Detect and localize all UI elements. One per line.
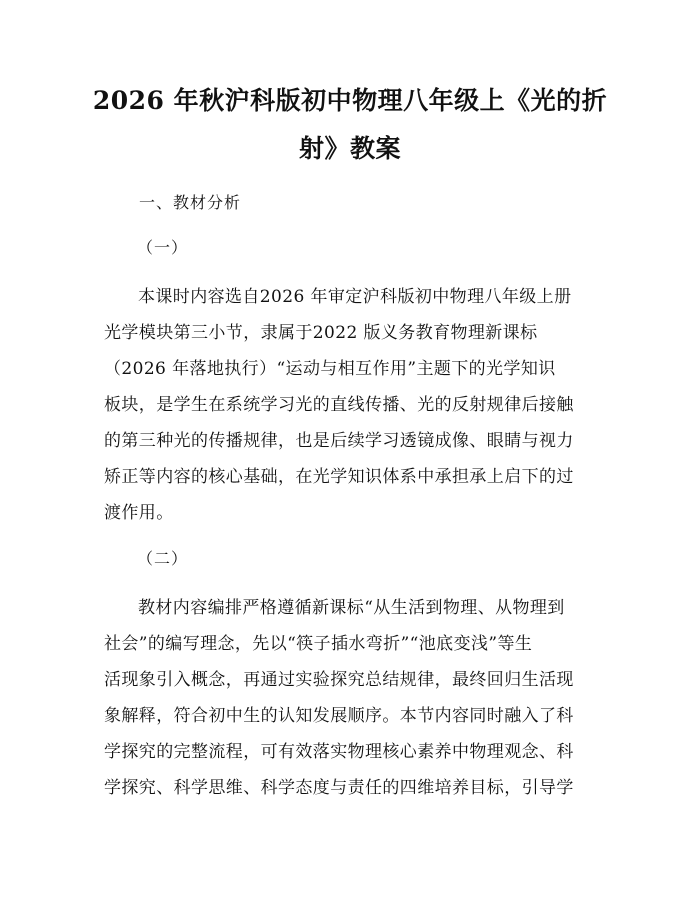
paragraph-2-line-2: 社会”的编写理念，先以“筷子插水弯折”“池底变浅”等生 xyxy=(104,634,533,654)
subsection-heading-1: （一） xyxy=(137,238,189,257)
paragraph-2-line-3: 活现象引入概念，再通过实验探究总结规律，最终回归生活现 xyxy=(104,670,574,690)
paragraph-2-line-4: 象解释，符合初中生的认知发展顺序。本节内容同时融入了科 xyxy=(104,706,574,726)
paragraph-2-line-1: 教材内容编排严格遵循新课标“从生活到物理、从物理到 xyxy=(138,598,565,618)
paragraph-1-line-3: （2026 年落地执行）“运动与相互作用”主题下的光学知识 xyxy=(104,359,556,379)
subsection-heading-2: （二） xyxy=(137,549,189,568)
paragraph-2-line-5: 学探究的完整流程，可有效落实物理核心素养中物理观念、科 xyxy=(104,742,574,762)
paragraph-1-line-2: 光学模块第三小节，隶属于2022 版义务教育物理新课标 xyxy=(104,323,538,343)
section-heading-textbook-analysis: 一、教材分析 xyxy=(139,193,242,212)
paragraph-2-line-6: 学探究、科学思维、科学态度与责任的四维培养目标，引导学 xyxy=(104,778,574,798)
paragraph-1-line-5: 的第三种光的传播规律，也是后续学习透镜成像、眼睛与视力 xyxy=(104,431,574,451)
document-title-line-1: 2026 年秋沪科版初中物理八年级上《光的折 xyxy=(92,86,608,115)
document-title-line-2: 射》教案 xyxy=(298,134,401,163)
paragraph-1-line-4: 板块，是学生在系统学习光的直线传播、光的反射规律后接触 xyxy=(104,395,574,415)
paragraph-1-line-6: 矫正等内容的核心基础，在光学知识体系中承担承上启下的过 xyxy=(104,467,574,487)
paragraph-1-line-7: 渡作用。 xyxy=(104,503,174,523)
paragraph-1-line-1: 本课时内容选自2026 年审定沪科版初中物理八年级上册 xyxy=(138,287,572,307)
